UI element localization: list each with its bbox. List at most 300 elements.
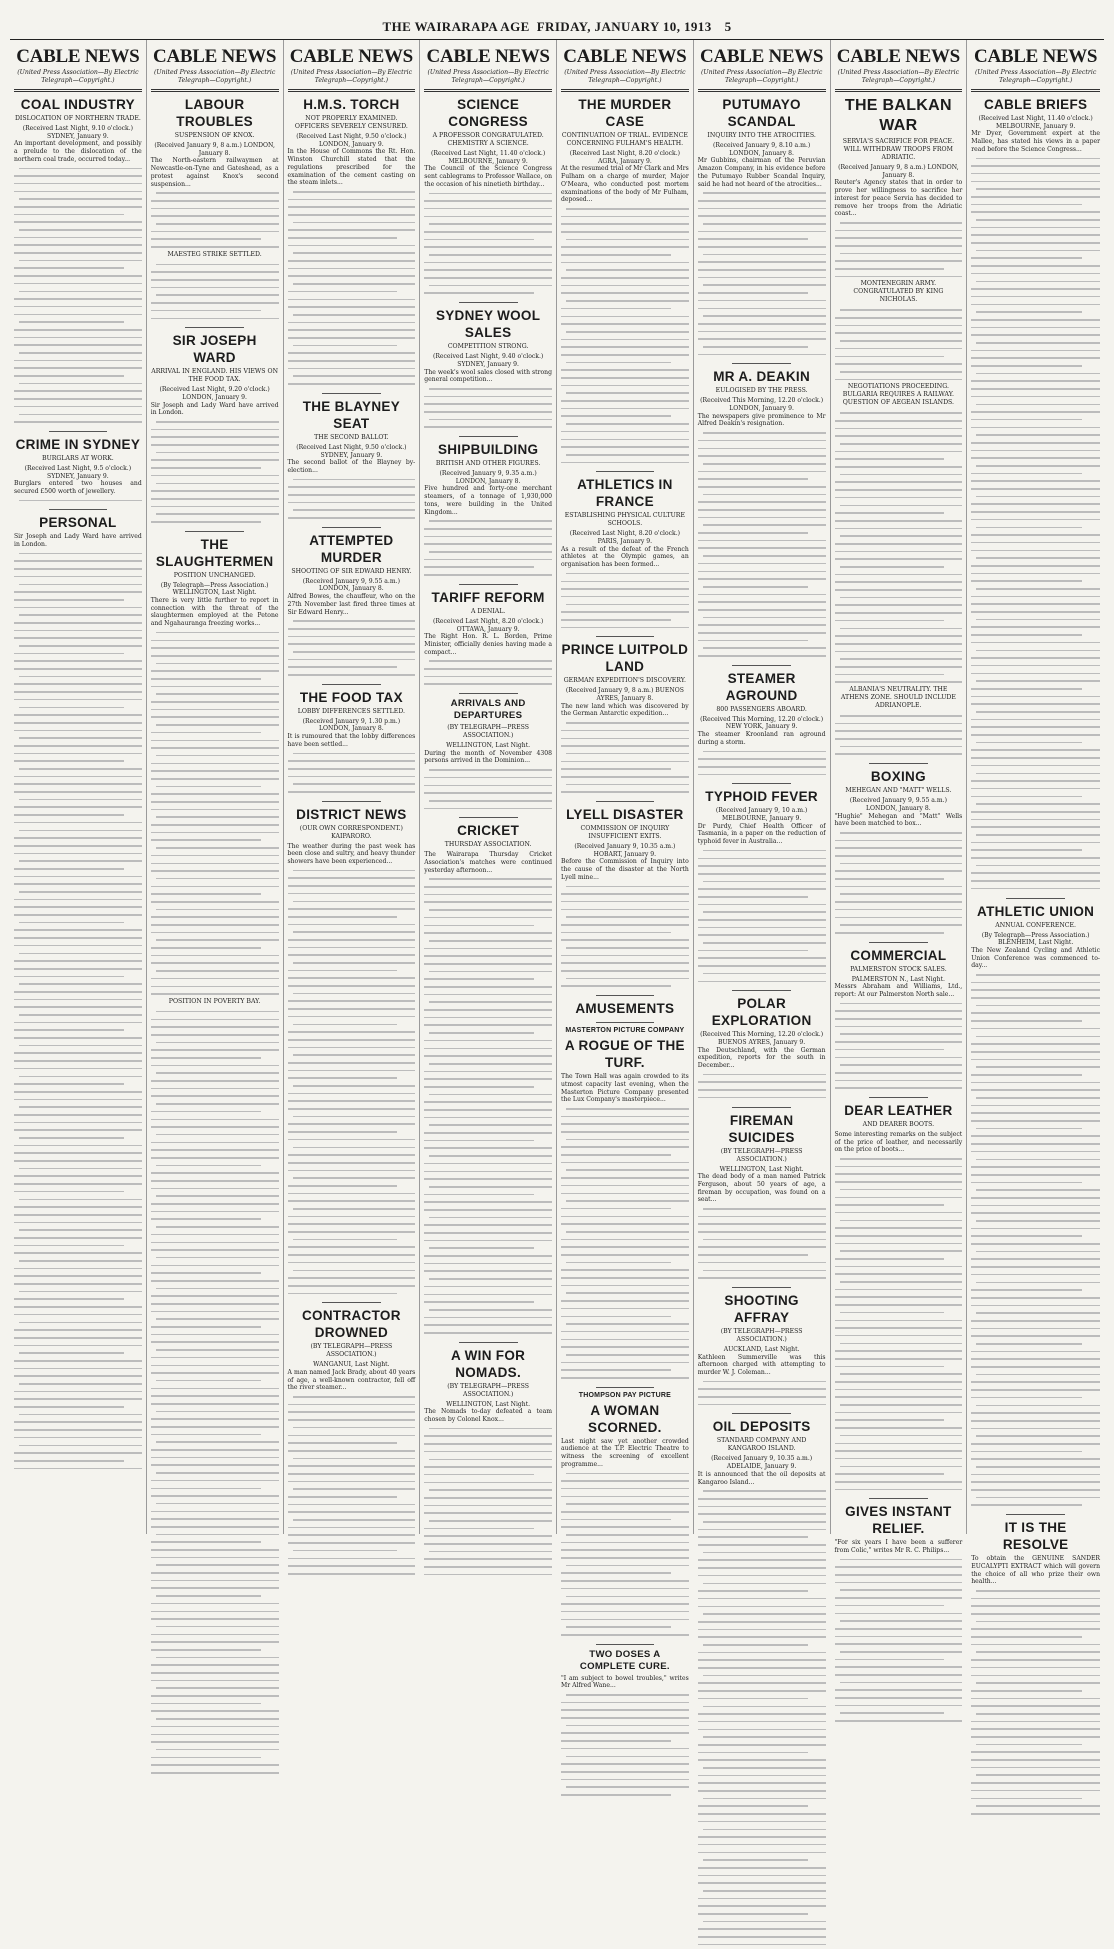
article-lead-text: Messrs Abraham and Williams, Ltd., report: At our Palmerston North sale... xyxy=(834,983,963,999)
text-line xyxy=(835,1625,963,1633)
article-subhead: SUSPENSION OF KNOX. xyxy=(174,132,255,139)
text-line xyxy=(14,1126,142,1134)
text-line xyxy=(424,789,552,797)
article-subhead: COMPETITION STRONG. xyxy=(447,343,529,351)
text-line xyxy=(288,951,416,959)
masthead xyxy=(10,6,1104,40)
text-line xyxy=(561,297,689,305)
article-lead-text: During the month of November 4308 persons arrived in the Dominion... xyxy=(424,749,552,765)
text-line xyxy=(288,319,416,327)
text-line xyxy=(698,606,826,614)
text-line xyxy=(151,1677,279,1685)
text-line xyxy=(971,262,1100,270)
text-line xyxy=(424,1183,552,1191)
text-line xyxy=(971,193,1100,201)
text-line xyxy=(971,554,1100,562)
article-lead-text: An important development, and possibly a prelude to the dislocation of the northern coal trade, occurred today... xyxy=(14,140,142,163)
text-line xyxy=(835,1355,963,1363)
text-line xyxy=(698,855,826,863)
text-line xyxy=(971,370,1100,378)
text-line xyxy=(971,1363,1100,1371)
text-line xyxy=(561,236,689,244)
text-line xyxy=(698,266,826,274)
article-dateline: (Received Last Night, 9.10 o'clock.) SYDNEY, January 9. xyxy=(22,125,134,140)
text-line xyxy=(835,890,963,898)
article-text-block xyxy=(698,1071,826,1102)
text-line xyxy=(424,1479,552,1487)
text-line xyxy=(424,1267,552,1275)
article-lead-text: It is announced that the oil deposits at Kangaroo Island... xyxy=(697,1470,826,1486)
text-line xyxy=(835,265,963,273)
text-line xyxy=(971,1040,1100,1048)
text-line xyxy=(151,1746,279,1754)
text-line xyxy=(698,521,826,529)
text-line xyxy=(424,1463,552,1471)
text-line xyxy=(424,922,552,930)
text-line xyxy=(151,1077,279,1085)
text-line xyxy=(561,1523,689,1531)
text-line xyxy=(14,1049,142,1057)
text-line xyxy=(14,865,142,873)
text-line xyxy=(971,1186,1100,1194)
text-line xyxy=(288,788,416,796)
article-body xyxy=(971,932,1100,971)
text-line xyxy=(698,251,826,259)
text-line xyxy=(424,1275,552,1283)
text-line xyxy=(288,1082,416,1090)
text-line xyxy=(14,411,142,419)
text-line xyxy=(14,926,142,934)
text-line xyxy=(424,914,552,922)
text-line xyxy=(971,685,1100,693)
text-line xyxy=(971,677,1100,685)
text-line xyxy=(971,185,1100,193)
text-line xyxy=(424,251,552,259)
text-line xyxy=(971,1263,1100,1271)
text-line xyxy=(14,1403,142,1411)
text-line xyxy=(14,218,142,226)
text-line xyxy=(561,982,689,990)
article-body xyxy=(835,1539,963,1554)
text-line xyxy=(971,1255,1100,1263)
text-line xyxy=(561,758,689,766)
text-line xyxy=(971,1702,1100,1710)
text-line xyxy=(971,979,1100,987)
text-line xyxy=(698,506,826,514)
text-line xyxy=(971,700,1100,708)
text-line xyxy=(971,1610,1100,1618)
text-line xyxy=(424,1168,552,1176)
article-subhead: (OUR OWN CORRESPONDENT.) KAIPARORO. xyxy=(299,824,403,840)
article-divider xyxy=(869,1498,928,1499)
text-line xyxy=(971,1748,1100,1756)
text-line xyxy=(14,1080,142,1088)
text-line xyxy=(14,1280,142,1288)
text-line xyxy=(151,1092,279,1100)
text-line xyxy=(14,688,142,696)
text-line xyxy=(835,494,963,502)
text-line xyxy=(561,735,689,743)
article-dateline: (Received January 9, 10 a.m.) MELBOURNE, January 9. xyxy=(715,807,808,823)
text-line xyxy=(14,188,142,196)
text-line xyxy=(971,585,1100,593)
article-subhead: NOT PROPERLY EXAMINED. OFFICERS SEVERELY CENSURED. xyxy=(294,115,408,130)
article-divider xyxy=(322,393,381,394)
text-line xyxy=(698,1795,826,1803)
text-line xyxy=(835,322,963,330)
text-line xyxy=(971,1779,1100,1787)
text-line xyxy=(424,782,552,790)
text-line xyxy=(151,1707,279,1715)
text-line xyxy=(971,293,1100,301)
text-line xyxy=(698,1393,826,1401)
text-line xyxy=(424,1432,552,1440)
text-line xyxy=(14,349,142,357)
text-line xyxy=(288,342,416,350)
text-line xyxy=(561,578,689,586)
text-line xyxy=(971,731,1100,739)
text-line xyxy=(151,1215,279,1223)
text-line xyxy=(971,516,1100,524)
text-line xyxy=(835,1263,963,1271)
text-line xyxy=(151,1684,279,1692)
text-line xyxy=(971,1132,1100,1140)
text-line xyxy=(971,1448,1100,1456)
text-line xyxy=(698,748,826,756)
text-line xyxy=(561,1320,689,1328)
text-line xyxy=(151,1400,279,1408)
text-line xyxy=(698,1213,826,1221)
text-line xyxy=(288,671,416,679)
article-section-subhead: MONTENEGRIN ARMY. CONGRATULATED BY KING NICHOLAS. xyxy=(853,280,944,304)
text-line xyxy=(561,975,689,983)
text-line xyxy=(971,885,1100,893)
text-line xyxy=(971,1394,1100,1402)
text-line xyxy=(14,773,142,781)
article-subhead: MEHEGAN AND "MATT" WELLS. xyxy=(845,787,952,795)
article-headline: SYDNEY WOOL SALES xyxy=(435,308,541,341)
article-text-block xyxy=(151,418,279,526)
text-line xyxy=(151,1531,279,1539)
text-line xyxy=(288,1251,416,1259)
text-line xyxy=(971,347,1100,355)
text-line xyxy=(971,1725,1100,1733)
text-line xyxy=(288,1097,416,1105)
article-body xyxy=(424,742,552,765)
article-body xyxy=(288,444,416,475)
article-divider xyxy=(732,1287,791,1288)
text-line xyxy=(698,297,826,305)
text-line xyxy=(424,540,552,548)
text-line xyxy=(561,259,689,267)
text-line xyxy=(288,867,416,875)
text-line xyxy=(698,1849,826,1857)
text-line xyxy=(561,213,689,221)
text-line xyxy=(288,1274,416,1282)
text-line xyxy=(288,625,416,633)
text-line xyxy=(151,1246,279,1254)
text-line xyxy=(288,514,416,522)
article-text-block xyxy=(698,1205,826,1282)
text-line xyxy=(151,1754,279,1762)
article xyxy=(835,96,963,758)
text-line xyxy=(698,335,826,343)
text-line xyxy=(561,436,689,444)
article-lead-text: The weather during the past week has been close and sultry, and heavy thunder showers have been experienced... xyxy=(287,842,416,866)
text-line xyxy=(14,211,142,219)
text-line xyxy=(561,1776,689,1784)
text-line xyxy=(698,1733,826,1741)
article-lead-text: The week's wool sales closed with strong general competition... xyxy=(424,368,552,384)
article-divider xyxy=(596,1387,655,1388)
text-line xyxy=(698,763,826,771)
article-subhead: (BY TELEGRAPH—PRESS ASSOCIATION.) xyxy=(447,724,529,740)
text-line xyxy=(151,1285,279,1293)
text-line xyxy=(151,1054,279,1062)
text-line xyxy=(561,624,689,632)
text-line xyxy=(561,959,689,967)
text-line xyxy=(288,921,416,929)
text-line xyxy=(14,1288,142,1296)
text-line xyxy=(835,1247,963,1255)
article-dateline: (Received This Morning, 12.20 o'clock.) NEW YORK, January 9. xyxy=(700,715,824,731)
article xyxy=(288,393,416,522)
article-divider xyxy=(732,990,791,991)
text-line xyxy=(288,1220,416,1228)
article-text-block xyxy=(288,750,416,796)
text-line xyxy=(151,433,279,441)
article-section-subhead: MAESTEG STRIKE SETTLED. xyxy=(167,250,262,258)
article-headline: PRINCE LUITPOLD LAND xyxy=(561,642,689,675)
text-line xyxy=(14,596,142,604)
article-divider xyxy=(869,1097,928,1098)
text-line xyxy=(14,880,142,888)
text-line xyxy=(14,195,142,203)
text-line xyxy=(561,382,689,390)
text-line xyxy=(561,443,689,451)
text-line xyxy=(288,188,416,196)
article-dateline: (Received Last Night, 11.40 o'clock.) MELBOURNE, January 9. xyxy=(431,150,546,165)
text-line xyxy=(151,775,279,783)
text-line xyxy=(151,913,279,921)
article-headline: ATHLETICS IN FRANCE xyxy=(577,477,673,510)
article-dateline: (Received January 9, 8.10 a.m.) LONDON, January 8. xyxy=(713,142,811,157)
text-line xyxy=(151,752,279,760)
text-line xyxy=(424,1068,552,1076)
text-line xyxy=(288,1174,416,1182)
text-line xyxy=(835,478,963,486)
text-line xyxy=(835,1038,963,1046)
text-line xyxy=(424,1160,552,1168)
text-line xyxy=(424,1494,552,1502)
text-line xyxy=(288,882,416,890)
text-line xyxy=(151,1431,279,1439)
text-line xyxy=(561,1243,689,1251)
article xyxy=(561,1387,689,1639)
text-line xyxy=(835,242,963,250)
article-subhead: PALMERSTON STOCK SALES. xyxy=(850,965,947,973)
text-line xyxy=(835,632,963,640)
text-line xyxy=(151,667,279,675)
text-line xyxy=(561,906,689,914)
text-line xyxy=(698,1664,826,1672)
text-line xyxy=(835,1317,963,1325)
text-line xyxy=(288,1120,416,1128)
article-dateline: (By Telegraph—Press Association.) WELLINGTON, Last Night. xyxy=(160,581,269,597)
text-line xyxy=(561,1313,689,1321)
text-line xyxy=(424,1175,552,1183)
text-line xyxy=(151,1139,279,1147)
text-line xyxy=(288,1478,416,1486)
text-line xyxy=(971,1156,1100,1164)
text-line xyxy=(151,1569,279,1577)
text-line xyxy=(835,1470,963,1478)
text-line xyxy=(561,1616,689,1624)
text-line xyxy=(698,1902,826,1910)
article-lead-text: Sir Joseph and Lady Ward have arrived in London. xyxy=(14,533,142,549)
article xyxy=(561,96,689,466)
text-line xyxy=(971,723,1100,731)
article-lead-text: The New Zealand Cycling and Athletic Union Conference was commenced to-day... xyxy=(971,946,1100,970)
text-line xyxy=(424,1252,552,1260)
text-line xyxy=(424,289,552,297)
text-line xyxy=(698,1895,826,1903)
article-divider xyxy=(732,1413,791,1414)
text-line xyxy=(288,974,416,982)
text-line xyxy=(151,1584,279,1592)
text-line xyxy=(151,1377,279,1385)
article-divider xyxy=(732,363,791,364)
text-line xyxy=(698,621,826,629)
text-line xyxy=(698,1518,826,1526)
text-line xyxy=(698,1772,826,1780)
text-line xyxy=(698,189,826,197)
text-line xyxy=(14,387,142,395)
text-line xyxy=(151,1162,279,1170)
text-line xyxy=(835,555,963,563)
article xyxy=(835,1498,963,1725)
text-line xyxy=(151,1308,279,1316)
text-line xyxy=(424,766,552,774)
text-line xyxy=(698,537,826,545)
text-line xyxy=(835,1163,963,1171)
text-line xyxy=(971,431,1100,439)
text-line xyxy=(424,1283,552,1291)
text-line xyxy=(971,762,1100,770)
text-line xyxy=(835,1640,963,1648)
column-credit: (United Press Association—By Electric Telegraph—Copyright.) xyxy=(290,69,413,84)
text-line xyxy=(14,1165,142,1173)
text-line xyxy=(151,1561,279,1569)
text-line xyxy=(561,742,689,750)
text-line xyxy=(561,313,689,321)
text-line xyxy=(698,197,826,205)
article-headline: A WOMAN SCORNED. xyxy=(588,1402,662,1435)
text-line xyxy=(698,1495,826,1503)
text-line xyxy=(971,416,1100,424)
text-line xyxy=(835,1178,963,1186)
article-dateline: (Received Last Night, 11.40 o'clock.) MELBOURNE, January 9. xyxy=(978,115,1093,130)
text-line xyxy=(971,239,1100,247)
text-line xyxy=(151,235,279,243)
text-line xyxy=(835,1069,963,1077)
text-line xyxy=(14,1003,142,1011)
article-text-block xyxy=(288,1393,416,1578)
text-line xyxy=(835,337,963,345)
text-line xyxy=(151,1023,279,1031)
article-lead-text: The Nomads to-day defeated a team chosen by Colonel Knox... xyxy=(424,1408,552,1424)
text-line xyxy=(151,1369,279,1377)
text-line xyxy=(14,1242,142,1250)
text-line xyxy=(288,380,416,388)
text-line xyxy=(971,1033,1100,1041)
text-line xyxy=(288,663,416,671)
text-line xyxy=(971,301,1100,309)
article-text-block xyxy=(561,205,689,466)
article-text-block xyxy=(14,497,142,505)
article xyxy=(971,1514,1100,1817)
text-line xyxy=(288,1021,416,1029)
text-line xyxy=(151,737,279,745)
text-line xyxy=(151,1131,279,1139)
article-headline: MR A. DEAKIN xyxy=(713,369,811,385)
text-line xyxy=(151,921,279,929)
article-headline: AMUSEMENTS xyxy=(575,1001,675,1017)
text-line xyxy=(561,243,689,251)
text-line xyxy=(971,454,1100,462)
text-line xyxy=(835,257,963,265)
column-heading: CABLE NEWS xyxy=(289,46,413,67)
text-line xyxy=(971,1501,1100,1509)
text-line xyxy=(971,1679,1100,1687)
text-line xyxy=(151,1761,279,1769)
text-line xyxy=(698,289,826,297)
text-line xyxy=(14,996,142,1004)
article-divider xyxy=(459,436,518,437)
article-subhead: CONTINUATION OF TRIAL. EVIDENCE CONCERNING FULHAM'S HEALTH. xyxy=(561,132,688,147)
text-line xyxy=(561,274,689,282)
text-line xyxy=(424,1548,552,1556)
text-line xyxy=(288,959,416,967)
text-line xyxy=(971,493,1100,501)
article-lead-text: The Wairarapa Thursday Cricket Association's matches were continued yesterday afternoon... xyxy=(424,851,552,874)
text-line xyxy=(835,1478,963,1486)
text-line xyxy=(971,570,1100,578)
text-line xyxy=(424,1021,552,1029)
text-line xyxy=(971,693,1100,701)
text-line xyxy=(151,1031,279,1039)
text-line xyxy=(698,1756,826,1764)
text-line xyxy=(14,796,142,804)
double-rule xyxy=(971,89,1100,92)
text-line xyxy=(835,502,963,510)
text-line xyxy=(151,472,279,480)
text-line xyxy=(561,1470,689,1478)
article-subhead: ANNUAL CONFERENCE. xyxy=(995,921,1076,929)
text-line xyxy=(971,816,1100,824)
article-headline: PERSONAL xyxy=(39,515,117,531)
text-line xyxy=(151,1123,279,1131)
text-line xyxy=(698,583,826,591)
text-line xyxy=(698,862,826,870)
text-line xyxy=(971,254,1100,262)
article-subhead: BRITISH AND OTHER FIGURES. xyxy=(435,460,541,468)
text-line xyxy=(424,1517,552,1525)
text-line xyxy=(424,1137,552,1145)
article-lead-text: The North-eastern railwaymen at Newcastle-on-Tyne and Gateshead, as a protest against Knox's second suspension... xyxy=(150,157,279,188)
text-line xyxy=(698,305,826,313)
article-body xyxy=(698,807,826,846)
